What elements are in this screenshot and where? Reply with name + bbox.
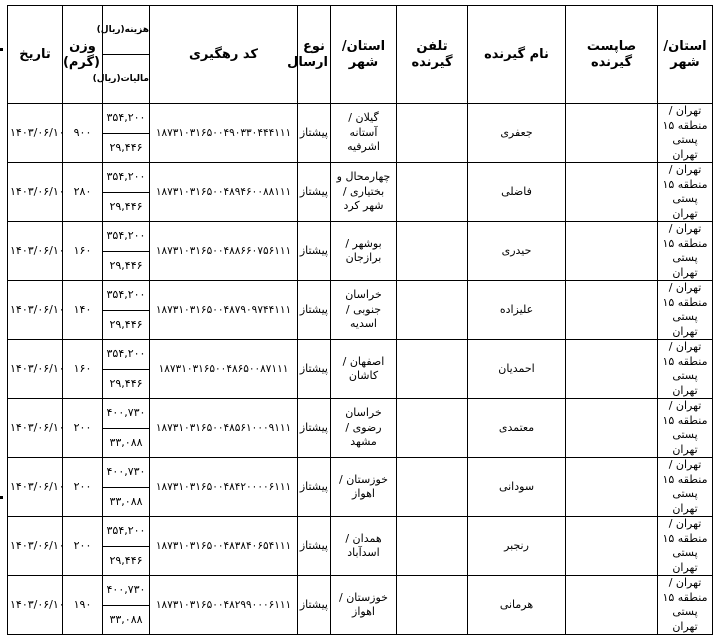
row-tax: ۲۹,۴۴۶ <box>103 310 150 340</box>
row-postcode <box>566 399 658 458</box>
row-cost: ۳۵۴,۲۰۰ <box>103 104 150 134</box>
row-tracking: ۱۸۷۳۱۰۳۱۶۵۰۰۴۸۴۲۰۰۰۰۶۱۱۱ <box>150 458 298 517</box>
row-destination: گیلان / آستانه اشرفیه <box>331 104 397 163</box>
row-tracking: ۱۸۷۳۱۰۳۱۶۵۰۰۴۹۰۳۳۰۴۴۴۱۱۱ <box>150 104 298 163</box>
table-body <box>8 104 713 635</box>
row-origin: تهران / منطقه ۱۵ پستی تهران <box>658 222 713 281</box>
row-origin: تهران / منطقه ۱۵ پستی تهران <box>658 458 713 517</box>
row-tax: ۲۹,۴۴۶ <box>103 192 150 222</box>
header-weight: وزن (گرم) <box>63 6 103 104</box>
row-phone <box>397 340 468 399</box>
row-tax: ۲۹,۴۴۶ <box>103 251 150 281</box>
row-destination: خراسان جنوبی / اسدیه <box>331 281 397 340</box>
row-origin: تهران / منطقه ۱۵ پستی تهران <box>658 399 713 458</box>
row-destination: خوزستان / اهواز <box>331 458 397 517</box>
row-phone <box>397 104 468 163</box>
edge-mark-bottom <box>0 496 3 499</box>
table-row <box>8 281 713 311</box>
row-weight: ۲۰۰ <box>63 399 103 458</box>
row-name: جعفری <box>468 104 566 163</box>
row-phone <box>397 222 468 281</box>
row-destination: چهارمحال و بختیاری / شهر کرد <box>331 163 397 222</box>
row-send-type: پیشتاز <box>298 281 331 340</box>
row-postcode <box>566 576 658 635</box>
header-tax: مالیات(ریال) <box>103 55 150 104</box>
row-tracking: ۱۸۷۳۱۰۳۱۶۵۰۰۴۸۲۹۹۰۰۰۶۱۱۱ <box>150 576 298 635</box>
row-name: هرمانی <box>468 576 566 635</box>
row-date: ۱۴۰۳/۰۶/۱۰ <box>8 104 63 163</box>
row-name: حیدری <box>468 222 566 281</box>
row-tax: ۳۳,۰۸۸ <box>103 605 150 635</box>
row-origin: تهران / منطقه ۱۵ پستی تهران <box>658 281 713 340</box>
row-postcode <box>566 281 658 340</box>
row-destination: خوزستان / اهواز <box>331 576 397 635</box>
row-send-type: پیشتاز <box>298 576 331 635</box>
row-weight: ۱۹۰ <box>63 576 103 635</box>
header-tracking: کد رهگیری <box>150 6 298 104</box>
row-postcode <box>566 517 658 576</box>
row-weight: ۱۶۰ <box>63 340 103 399</box>
row-send-type: پیشتاز <box>298 517 331 576</box>
row-phone <box>397 576 468 635</box>
row-cost: ۴۰۰,۷۳۰ <box>103 458 150 488</box>
header-recipient-name: نام گیرنده <box>468 6 566 104</box>
header-recipient-phone: تلفن گیرنده <box>397 6 468 104</box>
row-postcode <box>566 104 658 163</box>
row-tax: ۲۹,۴۴۶ <box>103 369 150 399</box>
row-name: رنجبر <box>468 517 566 576</box>
row-phone <box>397 517 468 576</box>
header-origin: استان/ شهر <box>658 6 713 104</box>
row-origin: تهران / منطقه ۱۵ پستی تهران <box>658 163 713 222</box>
header-send-type: نوع ارسال <box>298 6 331 104</box>
edge-mark-top <box>0 48 3 51</box>
row-postcode <box>566 340 658 399</box>
row-postcode <box>566 222 658 281</box>
row-postcode <box>566 458 658 517</box>
row-date: ۱۴۰۳/۰۶/۱۰ <box>8 222 63 281</box>
row-tracking: ۱۸۷۳۱۰۳۱۶۵۰۰۴۸۸۶۶۰۷۵۶۱۱۱ <box>150 222 298 281</box>
row-cost: ۳۵۴,۲۰۰ <box>103 517 150 547</box>
row-date: ۱۴۰۳/۰۶/۱۰ <box>8 458 63 517</box>
table-row <box>8 340 713 370</box>
row-origin: تهران / منطقه ۱۵ پستی تهران <box>658 576 713 635</box>
header-destination: استان/ شهر <box>331 6 397 104</box>
header-recipient-postcode: صاپست گیرنده <box>566 6 658 104</box>
row-send-type: پیشتاز <box>298 104 331 163</box>
row-tax: ۲۹,۴۴۶ <box>103 133 150 163</box>
row-tracking: ۱۸۷۳۱۰۳۱۶۵۰۰۴۸۷۹۰۹۷۴۴۱۱۱ <box>150 281 298 340</box>
table-row <box>8 222 713 252</box>
row-weight: ۱۴۰ <box>63 281 103 340</box>
row-name: احمدیان <box>468 340 566 399</box>
row-send-type: پیشتاز <box>298 340 331 399</box>
row-cost: ۳۵۴,۲۰۰ <box>103 222 150 252</box>
row-tracking: ۱۸۷۳۱۰۳۱۶۵۰۰۴۸۳۸۴۰۶۵۴۱۱۱ <box>150 517 298 576</box>
table-header-row <box>8 6 713 55</box>
row-date: ۱۴۰۳/۰۶/۱۰ <box>8 517 63 576</box>
row-destination: اصفهان / کاشان <box>331 340 397 399</box>
shipments-table <box>7 5 713 635</box>
row-weight: ۲۸۰ <box>63 163 103 222</box>
row-tracking: ۱۸۷۳۱۰۳۱۶۵۰۰۴۸۵۶۱۰۰۰۹۱۱۱ <box>150 399 298 458</box>
row-cost: ۴۰۰,۷۳۰ <box>103 576 150 606</box>
row-cost: ۴۰۰,۷۳۰ <box>103 399 150 429</box>
row-origin: تهران / منطقه ۱۵ پستی تهران <box>658 340 713 399</box>
row-send-type: پیشتاز <box>298 222 331 281</box>
row-name: علیزاده <box>468 281 566 340</box>
row-destination: همدان / اسدآباد <box>331 517 397 576</box>
row-date: ۱۴۰۳/۰۶/۱۰ <box>8 163 63 222</box>
row-tracking: ۱۸۷۳۱۰۳۱۶۵۰۰۴۸۶۵۰۰۸۷۱۱۱ <box>150 340 298 399</box>
table-row <box>8 163 713 193</box>
row-destination: بوشهر / برازجان <box>331 222 397 281</box>
row-weight: ۹۰۰ <box>63 104 103 163</box>
row-postcode <box>566 163 658 222</box>
row-cost: ۳۵۴,۲۰۰ <box>103 281 150 311</box>
row-destination: خراسان رضوی / مشهد <box>331 399 397 458</box>
row-weight: ۲۰۰ <box>63 458 103 517</box>
row-date: ۱۴۰۳/۰۶/۱۰ <box>8 281 63 340</box>
row-name: فاضلی <box>468 163 566 222</box>
table-row <box>8 399 713 429</box>
table-row <box>8 576 713 606</box>
header-cost: هزینه(ریال) <box>103 6 150 55</box>
table-row <box>8 104 713 134</box>
header-date: تاریخ <box>8 6 63 104</box>
row-weight: ۱۶۰ <box>63 222 103 281</box>
table-row <box>8 517 713 547</box>
row-send-type: پیشتاز <box>298 458 331 517</box>
row-phone <box>397 281 468 340</box>
row-weight: ۲۰۰ <box>63 517 103 576</box>
row-date: ۱۴۰۳/۰۶/۱۰ <box>8 340 63 399</box>
row-phone <box>397 399 468 458</box>
row-origin: تهران / منطقه ۱۵ پستی تهران <box>658 104 713 163</box>
row-send-type: پیشتاز <box>298 163 331 222</box>
row-origin: تهران / منطقه ۱۵ پستی تهران <box>658 517 713 576</box>
row-name: معتمدی <box>468 399 566 458</box>
row-cost: ۳۵۴,۲۰۰ <box>103 163 150 193</box>
row-tax: ۳۳,۰۸۸ <box>103 428 150 458</box>
row-tax: ۲۹,۴۴۶ <box>103 546 150 576</box>
row-phone <box>397 458 468 517</box>
row-date: ۱۴۰۳/۰۶/۱۰ <box>8 576 63 635</box>
row-tracking: ۱۸۷۳۱۰۳۱۶۵۰۰۴۸۹۴۶۰۰۸۸۱۱۱ <box>150 163 298 222</box>
row-phone <box>397 163 468 222</box>
table-row <box>8 458 713 488</box>
row-date: ۱۴۰۳/۰۶/۱۰ <box>8 399 63 458</box>
row-send-type: پیشتاز <box>298 399 331 458</box>
row-name: سودانی <box>468 458 566 517</box>
row-tax: ۳۳,۰۸۸ <box>103 487 150 517</box>
row-cost: ۳۵۴,۲۰۰ <box>103 340 150 370</box>
